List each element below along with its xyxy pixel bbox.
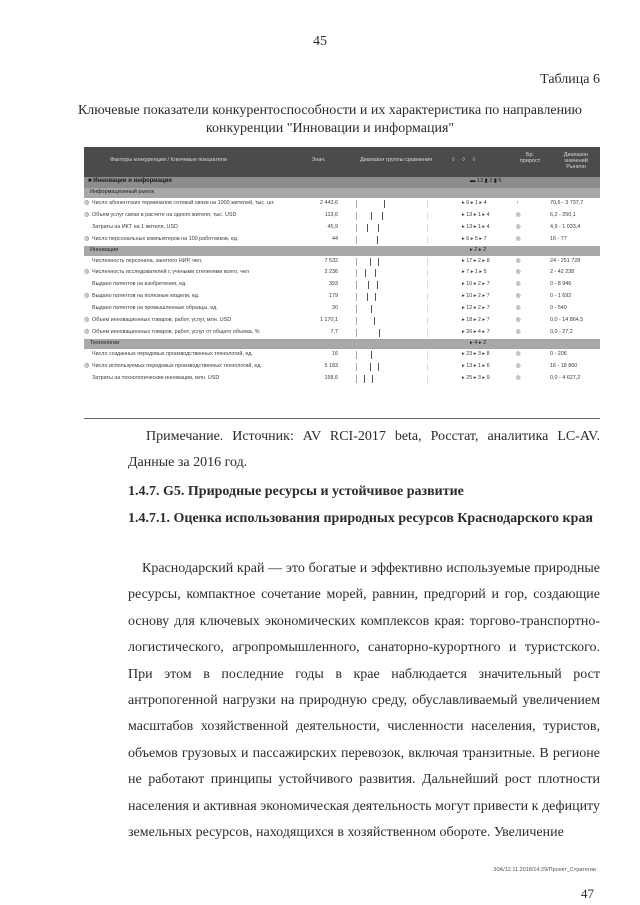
- range-bar-tick: [370, 363, 371, 371]
- row-market-range: 70,6 - 3 737,7: [550, 200, 584, 206]
- row-value: 45,9: [327, 223, 338, 230]
- row-marker-icon: ◎: [84, 269, 90, 276]
- table-row: [84, 315, 600, 327]
- table-subgroup-row: [84, 246, 600, 256]
- row-marker-icon: ◎: [84, 317, 90, 324]
- row-value: 7 532: [324, 257, 338, 264]
- row-scores: ▸ 7 ▸ 1 ▸ 5: [462, 269, 487, 276]
- table-caption: Ключевые показатели конкурентоспособности и их характеристика по направлению конкуренции "Инновации и информация": [77, 103, 583, 136]
- row-indicator-name: Объем услуг связи в расчете на одного жителя, тыс. USD: [92, 211, 237, 218]
- table-row: [84, 291, 600, 303]
- table-row: [84, 198, 600, 210]
- row-scores: ▸ 13 ▸ 1 ▸ 6: [462, 362, 490, 369]
- row-scores: ▸ 13 ▸ 1 ▸ 4: [462, 211, 490, 218]
- header-icons: ◊ ◊ ◊: [452, 157, 479, 163]
- row-value: 30: [332, 305, 338, 312]
- row-trend-icon: ◎: [516, 362, 521, 369]
- row-market-range: 2 - 42 238: [550, 269, 575, 276]
- table-row: [84, 361, 600, 373]
- table-row: [84, 327, 600, 339]
- range-bar-tick: [365, 269, 366, 277]
- row-trend-icon: ◎: [516, 235, 521, 242]
- range-bar-tick: [372, 375, 373, 383]
- table-row: [84, 279, 600, 291]
- header-progress: Бр. прирост: [519, 152, 541, 164]
- row-indicator-name: Численность персонала, занятого НИР, чел.: [92, 257, 203, 264]
- row-value: 2 236: [324, 269, 338, 276]
- header-extremes: Диапазон значений Рыночн: [563, 152, 589, 170]
- subgroup-scores: ▸ 2 ▸ 2: [470, 246, 487, 253]
- table-row: [84, 222, 600, 234]
- subgroup-scores: ▸ 4 ▸ 2: [470, 339, 487, 346]
- row-value: 7,7: [330, 328, 338, 335]
- row-range-bar: [356, 375, 428, 383]
- row-value: 179: [329, 293, 338, 300]
- row-scores: ▸ 18 ▸ 2 ▸ 7: [462, 317, 490, 324]
- row-trend-icon: ◎: [516, 350, 521, 357]
- table-row: [84, 267, 600, 279]
- row-scores: ▸ 26 ▸ 4 ▸ 7: [462, 328, 490, 335]
- row-scores: ▸ 25 ▸ 3 ▸ 9: [462, 374, 490, 381]
- table-row: [84, 234, 600, 246]
- table-group-row: [84, 177, 600, 188]
- row-scores: ▸ 6 ▸ 1 ▸ 4: [462, 200, 487, 206]
- row-trend-icon: ◎: [516, 293, 521, 300]
- row-range-bar: [356, 351, 428, 359]
- range-bar-tick: [371, 351, 372, 359]
- table-subgroup-row: [84, 339, 600, 349]
- range-bar-tick: [364, 375, 365, 383]
- table-row: [84, 210, 600, 222]
- row-scores: ▸ 10 ▸ 2 ▸ 7: [462, 293, 490, 300]
- row-range-bar: [356, 200, 428, 208]
- indicators-table: [84, 147, 600, 384]
- row-trend-icon: ◎: [516, 223, 521, 230]
- row-market-range: 0 - 8 946: [550, 281, 572, 288]
- row-trend-icon: ◎: [516, 269, 521, 276]
- row-market-range: 0,0 - 4 627,2: [550, 374, 581, 381]
- row-range-bar: [356, 236, 428, 244]
- row-scores: ▸ 23 ▸ 3 ▸ 8: [462, 350, 490, 357]
- range-bar-tick: [378, 224, 379, 232]
- table-bottom-rule: [84, 418, 600, 419]
- range-bar-tick: [377, 236, 378, 244]
- note-text: Примечание. Источник: AV RCI-2017 beta, Росстат, аналитика LC-AV. Данные за 2016 год.: [128, 429, 600, 471]
- row-indicator-name: Число созданных передовых производственных технологий, ед.: [92, 350, 253, 357]
- range-bar-tick: [368, 281, 369, 289]
- row-market-range: 6,2 - 250,1: [550, 211, 576, 218]
- subgroup-label: Инновации: [90, 246, 119, 253]
- row-range-bar: [356, 293, 428, 301]
- group-label: ■ Инновации и информация: [88, 178, 172, 184]
- row-value: 5 183: [324, 362, 338, 369]
- range-bar-tick: [371, 305, 372, 313]
- row-trend-icon: ◎: [516, 305, 521, 312]
- row-value: 44: [332, 235, 338, 242]
- range-bar-tick: [367, 293, 368, 301]
- row-marker-icon: ◎: [84, 293, 90, 300]
- row-range-bar: [356, 258, 428, 266]
- row-market-range: 0 - 1 692: [550, 293, 572, 300]
- row-marker-icon: ◎: [84, 211, 90, 218]
- row-range-bar: [356, 269, 428, 277]
- row-market-range: 0 - 540: [550, 305, 567, 312]
- table-header: [84, 147, 600, 177]
- table-label: Таблица 6: [540, 72, 600, 87]
- row-value: 393: [329, 281, 338, 288]
- row-indicator-name: Число абонентских терминалов сотовой связи на 1000 жителей, тыс. шт.: [92, 200, 275, 206]
- body-paragraph: Краснодарский край — это богатые и эффективно используемые природные ресурсы, компактное сочетание морей, равнин, предгорий и гор, создающие основу для ключевых экономических комплексов края: торгово-транспортно-логистического, агропромышленного, санаторно-курортного и туристского. При этом в последние годы в крае наблюдается значительный рост антропогенной нагрузки на природную среду, обуславливаемый увеличением масштабов хозяйственной деятельности, численности населения, туристов, объемов грузовых и пассажирских перевозок, включая транзитные. В регионе не работают принципы устойчивого развития. Дальнейший рост плотности населения и активная экономическая деятельность могут привести к дефициту земельных ресурсов, находящихся в хозяйственном обороте. Увеличение: [128, 561, 600, 841]
- table-row: [84, 373, 600, 385]
- range-bar-tick: [375, 293, 376, 301]
- range-bar-tick: [370, 258, 371, 266]
- row-marker-icon: ◎: [84, 200, 90, 206]
- row-market-range: 4,9 - 1 033,4: [550, 223, 581, 230]
- table-row: [84, 303, 600, 315]
- row-trend-icon: ◎: [516, 211, 521, 218]
- range-bar-tick: [382, 212, 383, 220]
- row-market-range: 16 - 77: [550, 235, 567, 242]
- row-range-bar: [356, 224, 428, 232]
- range-bar-tick: [375, 269, 376, 277]
- row-value: 16: [332, 350, 338, 357]
- row-range-bar: [356, 329, 428, 337]
- section-heading: 1.4.7. G5. Природные ресурсы и устойчивое развитие: [128, 484, 464, 499]
- range-bar-tick: [378, 363, 379, 371]
- table-note: [128, 424, 600, 477]
- row-market-range: 24 - 251 728: [550, 257, 581, 264]
- range-bar-tick: [384, 200, 385, 208]
- range-bar-tick: [377, 281, 378, 289]
- row-market-range: 0 - 206: [550, 350, 567, 357]
- range-bar-tick: [371, 212, 372, 220]
- row-market-range: 0,0 - 27,2: [550, 328, 573, 335]
- row-indicator-name: Число используемых передовых производственных технологий, ед.: [92, 362, 262, 369]
- table-subgroup-row: [84, 188, 600, 198]
- row-marker-icon: ◎: [84, 235, 90, 242]
- row-trend-icon: ◎: [516, 281, 521, 288]
- row-indicator-name: Выдано патентов на полезные модели, ед.: [92, 293, 200, 300]
- row-indicator-name: Объем инновационных товаров, работ, услуг, млн. USD: [92, 317, 232, 324]
- row-indicator-name: Выдано патентов на изобретения, ед.: [92, 281, 187, 288]
- row-range-bar: [356, 212, 428, 220]
- row-trend-icon: ◎: [516, 328, 521, 335]
- footer-stamp: 30А/12.11.2018/14:29/Проект_Стратегии: [493, 867, 596, 873]
- row-scores: ▸ 12 ▸ 2 ▸ 7: [462, 305, 490, 312]
- page-number: 45: [313, 34, 327, 49]
- row-range-bar: [356, 317, 428, 325]
- table-row: [84, 349, 600, 361]
- range-bar-tick: [379, 329, 380, 337]
- row-trend-icon: ◎: [516, 374, 521, 381]
- row-market-range: 0,0 - 14 864,5: [550, 317, 584, 324]
- header-factor: Факторы конкуренции / Ключевые показатели: [110, 157, 227, 163]
- row-scores: ▸ 17 ▸ 2 ▸ 8: [462, 257, 490, 264]
- row-indicator-name: Затраты на ИКТ на 1 жителя, USD: [92, 223, 178, 230]
- row-indicator-name: Затраты на технологические инновации, млн. USD: [92, 374, 220, 381]
- row-indicator-name: Объем инновационных товаров, работ, услуг от общего объема, %: [92, 328, 260, 335]
- row-range-bar: [356, 363, 428, 371]
- table-body: [84, 177, 600, 384]
- row-market-range: 16 - 18 860: [550, 362, 578, 369]
- range-bar-tick: [378, 258, 379, 266]
- row-indicator-name: Выдано патентов на промышленные образцы, ед.: [92, 305, 218, 312]
- range-bar-tick: [374, 317, 375, 325]
- range-bar-tick: [367, 224, 368, 232]
- bottom-page-number: 47: [581, 886, 594, 901]
- row-value: 158,6: [324, 374, 338, 381]
- header-value: Знач.: [312, 157, 326, 163]
- row-marker-icon: ◎: [84, 328, 90, 335]
- row-range-bar: [356, 281, 428, 289]
- row-value: 1 170,1: [320, 317, 338, 324]
- row-scores: ▸ 13 ▸ 1 ▸ 4: [462, 223, 490, 230]
- row-indicator-name: Число персональных компьютеров на 100 работников, ед.: [92, 235, 239, 242]
- subsection-heading: 1.4.7.1. Оценка использования природных ресурсов Краснодарского края: [128, 511, 593, 526]
- row-scores: ▸ 10 ▸ 2 ▸ 7: [462, 281, 490, 288]
- row-marker-icon: ◎: [84, 362, 90, 369]
- row-trend-icon: ◎: [516, 257, 521, 264]
- row-value: 113,6: [324, 211, 338, 218]
- group-scores: ▬ 13 ▮ 2 ▮ 5: [470, 178, 502, 184]
- row-range-bar: [356, 305, 428, 313]
- row-trend-icon: ↑: [516, 200, 519, 206]
- row-value: 2 443,6: [320, 200, 338, 206]
- table-row: [84, 256, 600, 268]
- row-scores: ▸ 6 ▸ 5 ▸ 7: [462, 235, 487, 242]
- subgroup-label: Технологии: [90, 339, 120, 346]
- header-range: Диапазон группы сравнения: [360, 157, 433, 163]
- subgroup-label: Информационный рынок: [90, 189, 154, 195]
- row-trend-icon: ◎: [516, 317, 521, 324]
- row-indicator-name: Численность исследователей с учеными степенями всего, чел: [92, 269, 249, 276]
